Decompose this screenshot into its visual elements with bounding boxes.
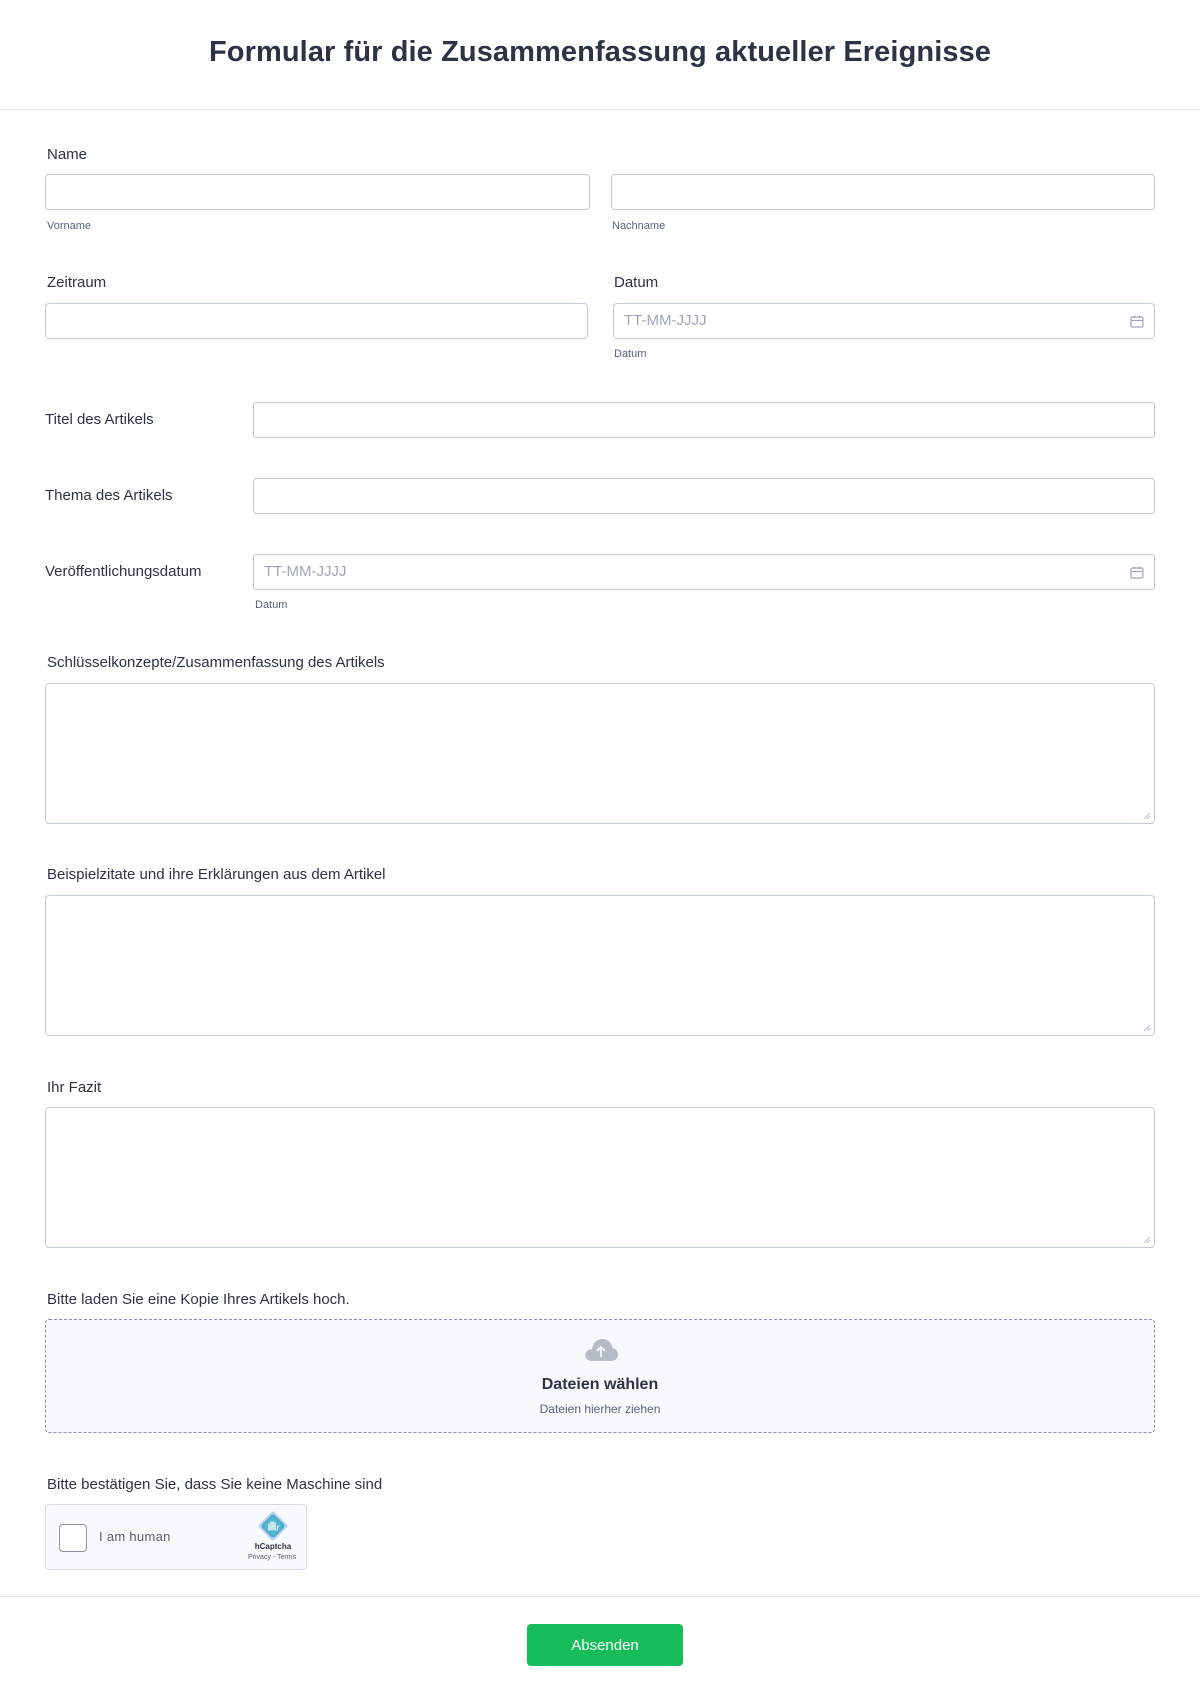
form-footer [0,1596,1200,1699]
upload-button-label[interactable]: Dateien wählen [541,1376,659,1393]
veroeffentlichung-placeholder: TT-MM-JJJJ [264,563,347,580]
zusammenfassung-textarea[interactable] [45,683,1155,824]
upload-label: Bitte laden Sie eine Kopie Ihres Artikels hoch. [47,1291,350,1308]
zeitraum-label: Zeitraum [47,274,107,291]
resize-handle-icon[interactable] [1143,1024,1151,1032]
zusammenfassung-label: Schlüsselkonzepte/Zusammenfassung des Artikels [47,654,385,671]
captcha-checkbox[interactable] [59,1524,87,1552]
zitate-label: Beispielzitate und ihre Erklärungen aus dem Artikel [47,866,386,883]
captcha-brand: hCaptcha [254,1542,292,1551]
datum-input[interactable] [613,303,1155,339]
hcaptcha-widget [45,1504,307,1570]
zeitraum-input[interactable] [45,303,588,339]
datum-sublabel: Datum [614,348,647,360]
resize-handle-icon[interactable] [1143,1236,1151,1244]
fazit-label: Ihr Fazit [47,1079,102,1096]
hcaptcha-logo-icon [258,1511,288,1541]
first-name-sublabel: Vorname [47,220,92,232]
fazit-textarea[interactable] [45,1107,1155,1248]
veroeffentlichung-sublabel: Datum [255,599,288,611]
captcha-text: I am human [99,1529,171,1544]
captcha-label: Bitte bestätigen Sie, dass Sie keine Maschine sind [47,1476,383,1493]
name-label: Name [47,146,88,163]
submit-button[interactable]: Absenden [527,1624,683,1666]
datum-placeholder: TT-MM-JJJJ [624,312,707,329]
zitate-textarea[interactable] [45,895,1155,1036]
file-upload-dropzone[interactable] [45,1319,1155,1433]
captcha-links[interactable]: Privacy - Terms [247,1554,297,1561]
titel-label: Titel des Artikels [45,411,154,428]
form-title: Formular für die Zusammenfassung aktueller Ereignisse [208,36,992,68]
titel-input[interactable] [253,402,1155,438]
calendar-icon[interactable] [1130,566,1144,579]
form-header [0,0,1200,110]
last-name-sublabel: Nachname [612,220,666,232]
veroeffentlichung-label: Veröffentlichungsdatum [45,563,202,580]
thema-input[interactable] [253,478,1155,514]
last-name-input[interactable] [611,174,1155,210]
veroeffentlichung-input[interactable] [253,554,1155,590]
upload-hint: Dateien hierher ziehen [539,1402,661,1416]
first-name-input[interactable] [45,174,590,210]
resize-handle-icon[interactable] [1143,812,1151,820]
calendar-icon[interactable] [1130,315,1144,328]
thema-label: Thema des Artikels [45,487,173,504]
datum-label: Datum [614,274,659,291]
cloud-upload-icon [583,1337,619,1363]
